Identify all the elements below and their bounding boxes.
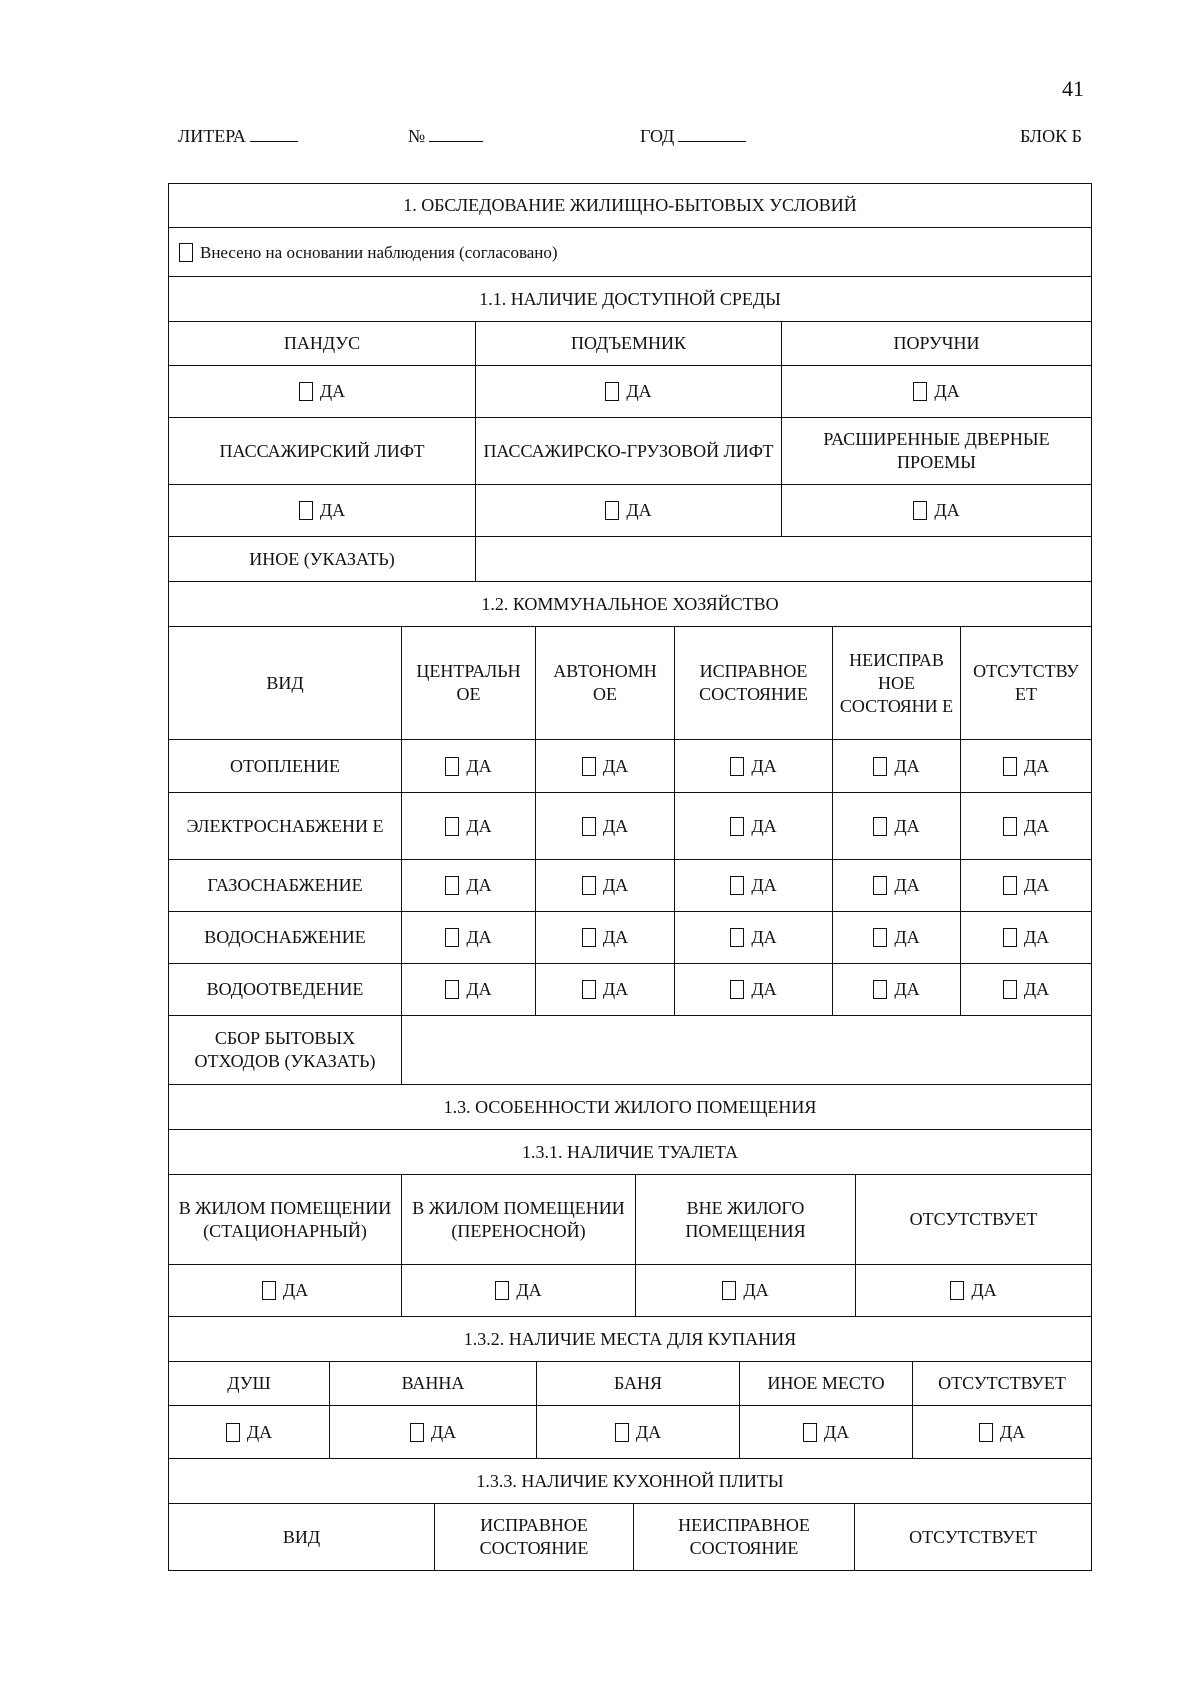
checkbox-box[interactable]: [803, 1423, 817, 1442]
observation-checkbox[interactable]: [179, 243, 193, 262]
checkbox[interactable]: [1003, 755, 1049, 778]
toilet-stationary-checkbox[interactable]: [262, 1279, 308, 1302]
bath-checkbox[interactable]: [410, 1421, 456, 1444]
checkbox-label: ДА: [626, 381, 652, 401]
other-place-checkbox[interactable]: [803, 1421, 849, 1444]
stove-header-row: [168, 1504, 1092, 1571]
checkbox-box[interactable]: [979, 1423, 993, 1442]
checkbox-box[interactable]: [1003, 757, 1017, 776]
accessibility-header-row-1: [168, 322, 1092, 366]
section-1-3-1-title-row: [168, 1130, 1092, 1175]
utilities-header-faulty: НЕИСПРАВ НОЕ СОСТОЯНИ Е: [833, 627, 961, 739]
checkbox[interactable]: [873, 978, 919, 1001]
checkbox-label: ДА: [743, 1280, 769, 1300]
ramp-label: ПАНДУС: [169, 322, 476, 365]
checkbox[interactable]: [1003, 874, 1049, 897]
checkbox[interactable]: [730, 815, 776, 838]
checkbox-box[interactable]: [299, 382, 313, 401]
checkbox-box[interactable]: [730, 876, 744, 895]
accessibility-check-row-2: [168, 485, 1092, 537]
section-1-3-title: 1.3. ОСОБЕННОСТИ ЖИЛОГО ПОМЕЩЕНИЯ: [443, 1096, 817, 1117]
accessibility-other-row: [168, 537, 1092, 582]
checkbox[interactable]: [582, 815, 628, 838]
section-1-title: 1. ОБСЛЕДОВАНИЕ ЖИЛИЩНО-БЫТОВЫХ УСЛОВИЙ: [403, 195, 857, 215]
waste-collection-row: [168, 1016, 1092, 1085]
utilities-row-gas: [168, 860, 1092, 912]
checkbox-label: ДА: [635, 1421, 662, 1442]
utilities-header-central: ЦЕНТРАЛЬН ОЕ: [402, 627, 536, 739]
observation-row: [168, 228, 1092, 277]
checkbox-label: ДА: [466, 875, 492, 895]
accessibility-check-row-1: [168, 366, 1092, 418]
checkbox[interactable]: [1003, 815, 1049, 838]
section-1-3-3-title: 1.3.3. НАЛИЧИЕ КУХОННОЙ ПЛИТЫ: [476, 1470, 784, 1491]
accessibility-other-field[interactable]: [476, 537, 1091, 581]
checkbox[interactable]: [730, 874, 776, 897]
observation-note: Внесено на основании наблюдения (согласовано): [200, 242, 558, 262]
section-1-3-3-title-row: [168, 1459, 1092, 1504]
checkbox-label: ДА: [466, 979, 492, 999]
bathing-header-bath: ВАННА: [330, 1362, 537, 1405]
section-1-1-title-row: [168, 277, 1092, 322]
checkbox-box[interactable]: [1003, 876, 1017, 895]
checkbox-box[interactable]: [730, 757, 744, 776]
utility-name: ОТОПЛЕНИЕ: [169, 740, 402, 792]
litera-field[interactable]: [178, 126, 298, 147]
checkbox-label: ДА: [246, 1421, 273, 1442]
toilet-header-portable: В ЖИЛОМ ПОМЕЩЕНИИ (ПЕРЕНОСНОЙ): [402, 1175, 636, 1264]
checkbox-label: ДА: [823, 1421, 850, 1442]
checkbox[interactable]: [873, 874, 919, 897]
checkbox-box[interactable]: [262, 1281, 276, 1300]
section-1-3-2-title-row: [168, 1317, 1092, 1362]
utilities-header-absent: ОТСУТСТВУ ЕТ: [973, 661, 1079, 704]
checkbox[interactable]: [873, 926, 919, 949]
checkbox-label: ДА: [894, 875, 920, 895]
number-field[interactable]: [408, 126, 483, 147]
checkbox-label: ДА: [1023, 927, 1050, 947]
wide-doors-checkbox[interactable]: [913, 499, 959, 522]
section-1-1-title: 1.1. НАЛИЧИЕ ДОСТУПНОЙ СРЕДЫ: [479, 288, 781, 309]
checkbox[interactable]: [873, 755, 919, 778]
checkbox-label: ДА: [319, 381, 346, 401]
observation-cell: [169, 228, 1091, 276]
checkbox-box[interactable]: [445, 928, 459, 947]
checkbox-label: ДА: [934, 500, 960, 520]
accessibility-other-label: ИНОЕ (УКАЗАТЬ): [169, 537, 476, 581]
checkbox-label: ДА: [602, 755, 629, 776]
section-1-title-row: [168, 183, 1092, 228]
litera-label: ЛИТЕРА: [178, 126, 246, 146]
utility-name: ГАЗОСНАБЖЕНИЕ: [169, 860, 402, 911]
checkbox-label: ДА: [999, 1421, 1026, 1442]
checkbox-box[interactable]: [582, 817, 596, 836]
checkbox-box[interactable]: [913, 501, 927, 520]
shower-checkbox[interactable]: [226, 1421, 272, 1444]
year-field[interactable]: [640, 126, 746, 147]
banya-checkbox[interactable]: [615, 1421, 661, 1444]
checkbox-box[interactable]: [445, 980, 459, 999]
stove-header-absent: ОТСУТСТВУЕТ: [909, 1526, 1037, 1547]
checkbox-label: ДА: [1023, 755, 1050, 776]
bathing-header-banya: БАНЯ: [537, 1362, 740, 1405]
waste-collection-label: СБОР БЫТОВЫХ ОТХОДОВ (УКАЗАТЬ): [169, 1016, 402, 1084]
section-1-2-title: 1.2. КОММУНАЛЬНОЕ ХОЗЯЙСТВО: [481, 593, 779, 614]
checkbox-box[interactable]: [722, 1281, 736, 1300]
toilet-portable-checkbox[interactable]: [495, 1279, 541, 1302]
utilities-header-kind: ВИД: [169, 627, 402, 739]
checkbox[interactable]: [730, 978, 776, 1001]
checkbox-box[interactable]: [605, 382, 619, 401]
checkbox[interactable]: [445, 755, 491, 778]
utilities-header-working: ИСПРАВНОЕ СОСТОЯНИЕ: [675, 627, 833, 739]
bathing-header-other: ИНОЕ МЕСТО: [740, 1362, 913, 1405]
checkbox-label: ДА: [466, 927, 492, 947]
checkbox-label: ДА: [894, 927, 920, 947]
handrails-label: ПОРУЧНИ: [893, 333, 980, 353]
checkbox-label: ДА: [894, 815, 920, 836]
passenger-elevator-label: ПАССАЖИРСКИЙ ЛИФТ: [169, 418, 476, 484]
checkbox-box[interactable]: [226, 1423, 240, 1442]
checkbox[interactable]: [1003, 926, 1049, 949]
checkbox-box[interactable]: [605, 501, 619, 520]
checkbox[interactable]: [873, 815, 919, 838]
checkbox-label: ДА: [971, 1280, 997, 1300]
checkbox-label: ДА: [430, 1421, 457, 1442]
checkbox-box[interactable]: [730, 928, 744, 947]
checkbox-label: ДА: [282, 1280, 309, 1300]
checkbox-label: ДА: [751, 755, 777, 776]
freight-elevator-label: ПАССАЖИРСКО-ГРУЗОВОЙ ЛИФТ: [476, 418, 782, 484]
utilities-row-heating: [168, 740, 1092, 793]
stove-header-working: ИСПРАВНОЕ СОСТОЯНИЕ: [435, 1504, 634, 1570]
checkbox-label: ДА: [934, 381, 960, 401]
freight-elevator-checkbox[interactable]: [605, 499, 651, 522]
lift-checkbox[interactable]: [605, 380, 651, 403]
checkbox-box[interactable]: [445, 817, 459, 836]
lift-label: ПОДЪЕМНИК: [476, 322, 782, 365]
checkbox-box[interactable]: [495, 1281, 509, 1300]
checkbox[interactable]: [582, 926, 628, 949]
ramp-checkbox[interactable]: [299, 380, 345, 403]
checkbox-box[interactable]: [582, 757, 596, 776]
utilities-row-sewerage: [168, 964, 1092, 1016]
checkbox-label: ДА: [894, 755, 920, 776]
checkbox[interactable]: [445, 874, 491, 897]
checkbox-label: ДА: [602, 815, 629, 836]
checkbox-box[interactable]: [299, 501, 313, 520]
checkbox-label: ДА: [1023, 815, 1050, 836]
checkbox[interactable]: [445, 815, 491, 838]
waste-collection-field[interactable]: [402, 1016, 1091, 1084]
stove-header-kind: ВИД: [169, 1504, 435, 1570]
checkbox[interactable]: [582, 874, 628, 897]
toilet-absent-checkbox[interactable]: [950, 1279, 996, 1302]
checkbox-box[interactable]: [410, 1423, 424, 1442]
checkbox[interactable]: [445, 978, 491, 1001]
checkbox-label: ДА: [516, 1280, 542, 1300]
checkbox[interactable]: [582, 978, 628, 1001]
survey-form: [168, 183, 1092, 1571]
utilities-header-row: [168, 627, 1092, 740]
bathing-absent-checkbox[interactable]: [979, 1421, 1025, 1444]
checkbox[interactable]: [730, 755, 776, 778]
checkbox[interactable]: [1003, 978, 1049, 1001]
checkbox-label: ДА: [319, 500, 346, 520]
passenger-elevator-checkbox[interactable]: [299, 499, 345, 522]
checkbox-label: ДА: [466, 755, 492, 776]
toilet-outside-checkbox[interactable]: [722, 1279, 768, 1302]
checkbox-box[interactable]: [445, 757, 459, 776]
bathing-header-row: [168, 1362, 1092, 1406]
section-1-3-title-row: [168, 1085, 1092, 1130]
bathing-header-shower: ДУШ: [169, 1362, 330, 1405]
checkbox-box[interactable]: [730, 980, 744, 999]
stove-header-faulty: НЕИСПРАВНОЕ СОСТОЯНИЕ: [634, 1504, 855, 1570]
checkbox-box[interactable]: [445, 876, 459, 895]
checkbox-box[interactable]: [873, 980, 887, 999]
checkbox-box[interactable]: [615, 1423, 629, 1442]
checkbox-label: ДА: [602, 927, 629, 947]
checkbox-box[interactable]: [1003, 928, 1017, 947]
checkbox-label: ДА: [466, 815, 492, 836]
checkbox[interactable]: [445, 926, 491, 949]
accessibility-header-row-2: [168, 418, 1092, 485]
bathing-check-row: [168, 1406, 1092, 1459]
toilet-header-absent: ОТСУТСТВУЕТ: [909, 1209, 1038, 1229]
checkbox-label: ДА: [626, 500, 652, 520]
checkbox-box[interactable]: [1003, 980, 1017, 999]
toilet-header-outside: ВНЕ ЖИЛОГО ПОМЕЩЕНИЯ: [636, 1175, 856, 1264]
checkbox-label: ДА: [751, 875, 777, 895]
utility-name: ЭЛЕКТРОСНАБЖЕНИ Е: [169, 793, 402, 859]
bathing-header-absent: ОТСУТСТВУЕТ: [938, 1373, 1066, 1393]
block-label: БЛОК Б: [1020, 126, 1082, 146]
checkbox[interactable]: [582, 755, 628, 778]
checkbox-label: ДА: [751, 979, 777, 999]
checkbox-box[interactable]: [873, 928, 887, 947]
checkbox-label: ДА: [751, 815, 777, 836]
toilet-check-row: [168, 1265, 1092, 1317]
section-1-3-1-title: 1.3.1. НАЛИЧИЕ ТУАЛЕТА: [522, 1141, 738, 1162]
checkbox-box[interactable]: [582, 928, 596, 947]
checkbox-box[interactable]: [873, 817, 887, 836]
wide-doors-label: РАСШИРЕННЫЕ ДВЕРНЫЕ ПРОЕМЫ: [823, 429, 1050, 472]
section-1-2-title-row: [168, 582, 1092, 627]
utility-name: ВОДОСНАБЖЕНИЕ: [169, 912, 402, 963]
toilet-header-row: [168, 1175, 1092, 1265]
checkbox-box[interactable]: [913, 382, 927, 401]
checkbox-box[interactable]: [582, 980, 596, 999]
utilities-header-autonomous: АВТОНОМН ОЕ: [536, 627, 675, 739]
checkbox-label: ДА: [1023, 979, 1050, 999]
checkbox-box[interactable]: [873, 757, 887, 776]
checkbox-label: ДА: [894, 979, 920, 999]
checkbox-box[interactable]: [950, 1281, 964, 1300]
utility-name: ВОДООТВЕДЕНИЕ: [169, 964, 402, 1015]
checkbox-label: ДА: [751, 927, 777, 947]
toilet-header-stationary: В ЖИЛОМ ПОМЕЩЕНИИ (СТАЦИОНАРНЫЙ): [169, 1175, 402, 1264]
checkbox-box[interactable]: [873, 876, 887, 895]
observation-checkbox-group[interactable]: [179, 241, 558, 264]
section-1-3-2-title: 1.3.2. НАЛИЧИЕ МЕСТА ДЛЯ КУПАНИЯ: [463, 1328, 797, 1349]
checkbox-box[interactable]: [730, 817, 744, 836]
year-label: ГОД: [640, 126, 675, 146]
checkbox-label: ДА: [602, 979, 629, 999]
utilities-row-water: [168, 912, 1092, 964]
checkbox-label: ДА: [602, 875, 629, 895]
number-label: №: [408, 126, 426, 146]
checkbox[interactable]: [730, 926, 776, 949]
utilities-row-electricity: [168, 793, 1092, 860]
checkbox-box[interactable]: [582, 876, 596, 895]
checkbox-box[interactable]: [1003, 817, 1017, 836]
handrails-checkbox[interactable]: [913, 380, 959, 403]
page-number: 41: [1062, 76, 1084, 101]
checkbox-label: ДА: [1023, 875, 1050, 895]
